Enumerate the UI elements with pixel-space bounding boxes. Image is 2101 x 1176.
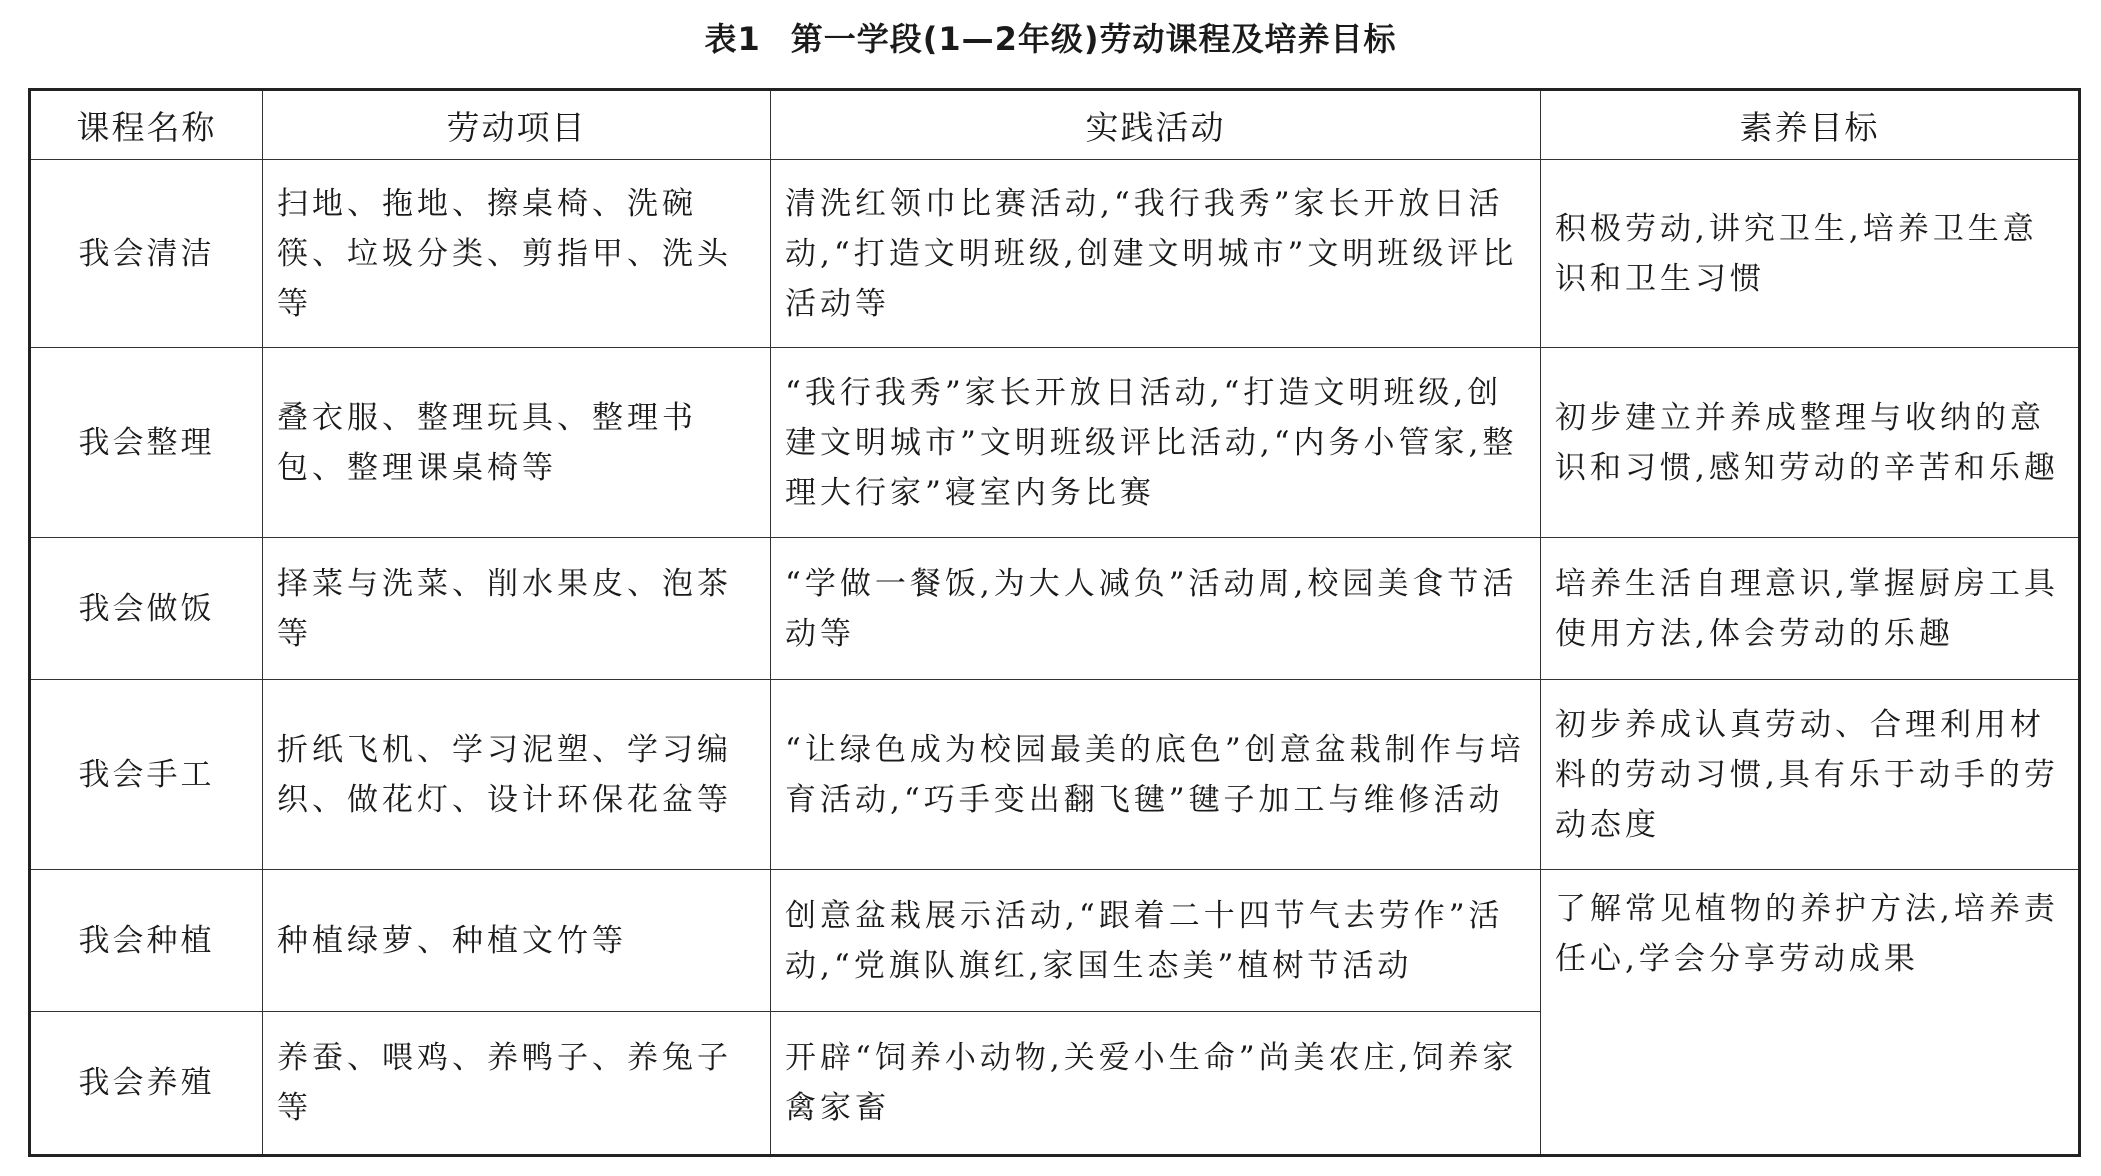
table-row [30,680,2080,870]
table-number: 表1 [704,20,761,58]
header-literacy-goals: 素养目标 [1541,90,2080,160]
course-name: 我会整理 [30,348,263,538]
course-name: 我会种植 [30,870,263,1012]
table-caption [0,14,2101,60]
practice-activities: “让绿色成为校园最美的底色”创意盆栽制作与培育活动,“巧手变出翻飞毽”毽子加工与维修活动 [771,680,1541,870]
header-course-name: 课程名称 [30,90,263,160]
course-name: 我会清洁 [30,160,263,348]
practice-activities: 创意盆栽展示活动,“跟着二十四节气去劳作”活动,“党旗队旗红,家国生态美”植树节活动 [771,870,1541,1012]
labor-projects: 折纸飞机、学习泥塑、学习编织、做花灯、设计环保花盆等 [263,680,771,870]
practice-activities: 清洗红领巾比赛活动,“我行我秀”家长开放日活动,“打造文明班级,创建文明城市”文明班级评比活动等 [771,160,1541,348]
table-row [30,870,2080,1012]
labor-projects: 择菜与洗菜、削水果皮、泡茶等 [263,538,771,680]
curriculum-table [28,88,2081,1157]
table-row [30,538,2080,680]
table-title: 第一学段(1—2年级)劳动课程及培养目标 [790,20,1397,58]
course-name: 我会做饭 [30,538,263,680]
practice-activities: “学做一餐饭,为大人减负”活动周,校园美食节活动等 [771,538,1541,680]
table-row [30,348,2080,538]
course-name: 我会手工 [30,680,263,870]
labor-projects: 叠衣服、整理玩具、整理书包、整理课桌椅等 [263,348,771,538]
literacy-goals: 积极劳动,讲究卫生,培养卫生意识和卫生习惯 [1541,160,2080,348]
practice-activities: 开辟“饲养小动物,关爱小生命”尚美农庄,饲养家禽家畜 [771,1012,1541,1156]
practice-activities: “我行我秀”家长开放日活动,“打造文明班级,创建文明城市”文明班级评比活动,“内务小管家,整理大行家”寝室内务比赛 [771,348,1541,538]
labor-projects: 扫地、拖地、擦桌椅、洗碗筷、垃圾分类、剪指甲、洗头等 [263,160,771,348]
header-practice-activities: 实践活动 [771,90,1541,160]
literacy-goals: 初步养成认真劳动、合理利用材料的劳动习惯,具有乐于动手的劳动态度 [1541,680,2080,870]
labor-projects: 养蚕、喂鸡、养鸭子、养兔子等 [263,1012,771,1156]
literacy-goals: 了解常见植物的养护方法,培养责任心,学会分享劳动成果 [1541,870,2080,1156]
table-row [30,160,2080,348]
course-name: 我会养殖 [30,1012,263,1156]
header-row [30,90,2080,160]
literacy-goals: 培养生活自理意识,掌握厨房工具使用方法,体会劳动的乐趣 [1541,538,2080,680]
literacy-goals: 初步建立并养成整理与收纳的意识和习惯,感知劳动的辛苦和乐趣 [1541,348,2080,538]
header-labor-projects: 劳动项目 [263,90,771,160]
labor-projects: 种植绿萝、种植文竹等 [263,870,771,1012]
